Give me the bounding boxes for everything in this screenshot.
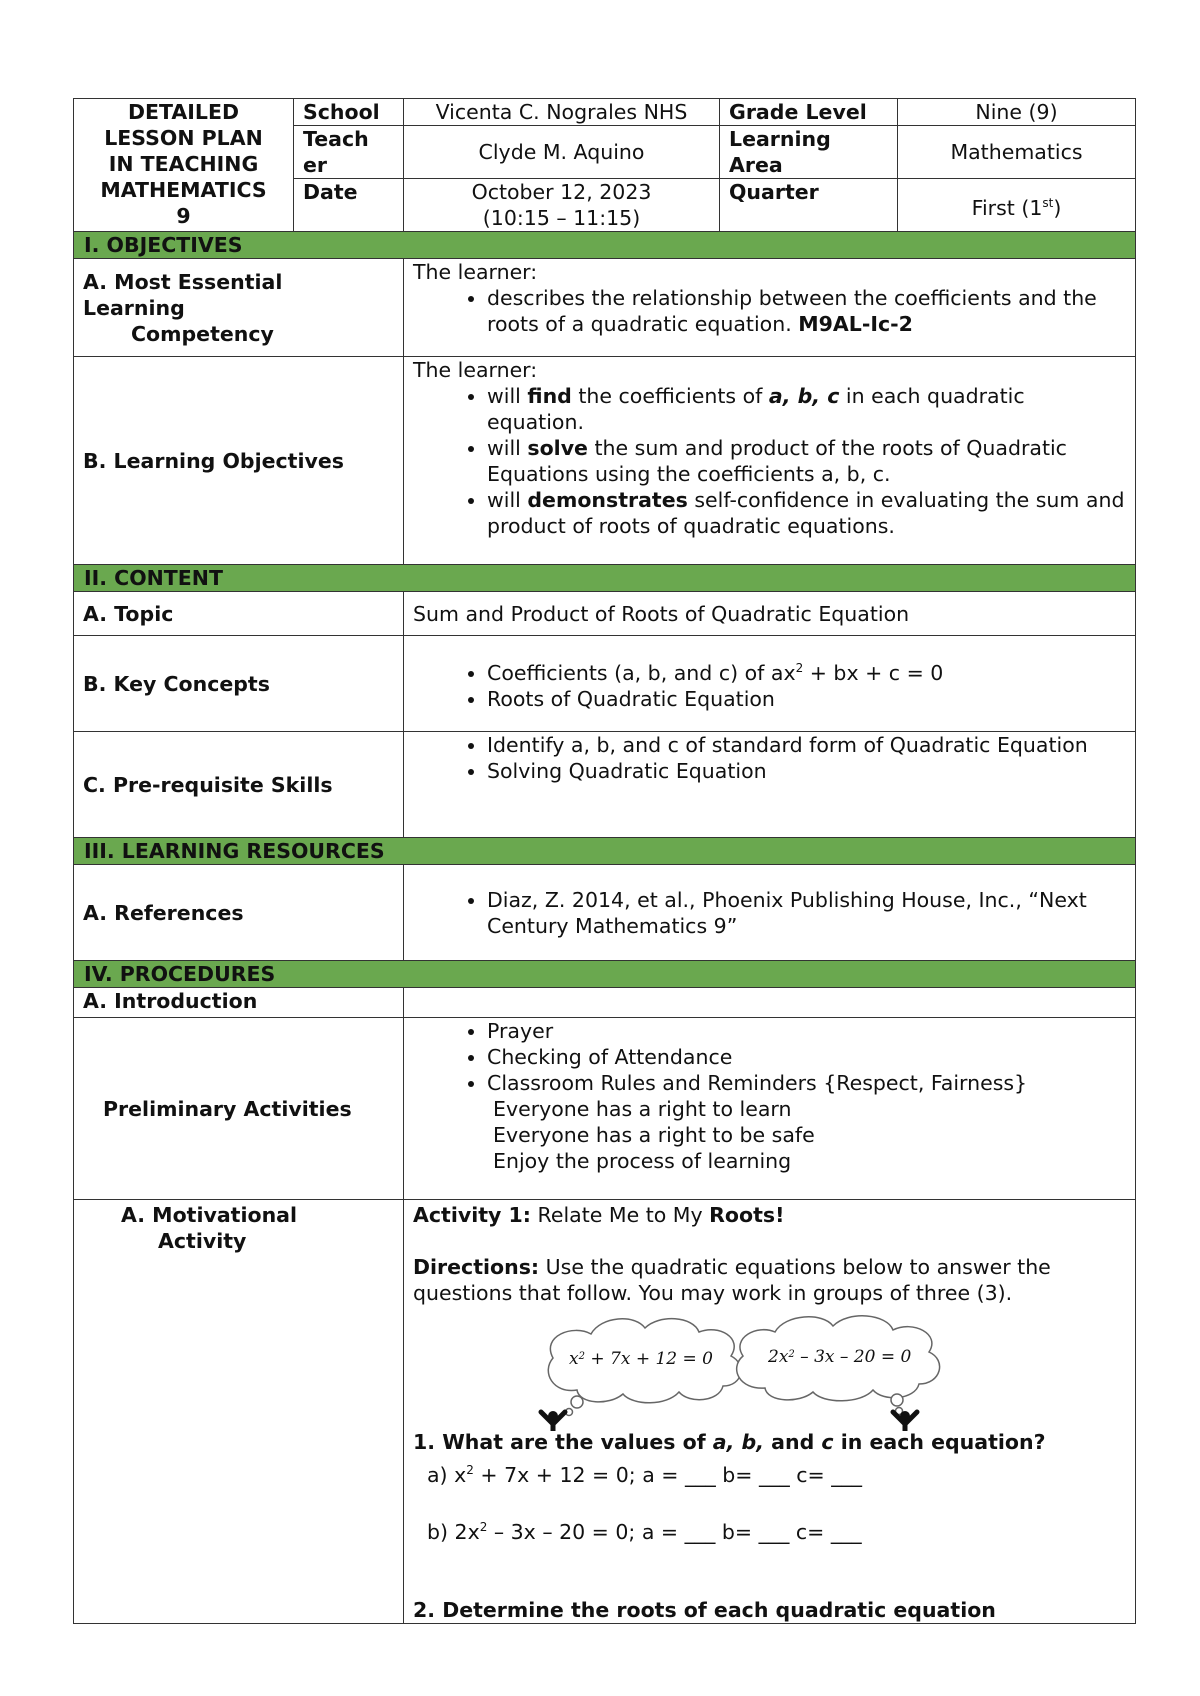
introduction-cell	[404, 988, 1136, 1018]
references-content	[404, 865, 1136, 961]
preliminary-activities-content	[404, 1018, 1136, 1200]
learning-area-label: Learning Area	[720, 126, 898, 179]
motivational-activity-label: A. Motivational Activity	[74, 1200, 404, 1624]
grade-level-value: Nine (9)	[898, 99, 1136, 126]
learning-objectives-content: The learner: • will find the coefficients of a, b, c in each quadratic equation. • will solve the sum and product of the roots of Quadratic Equations using the coefficients a, b, c. • will demonstrates self-confidence in evaluating the sum and product of roots of quadratic equations.	[404, 357, 1136, 565]
key-concepts-content	[404, 636, 1136, 732]
learning-area-value: Mathematics	[898, 126, 1136, 179]
rule-item: Enjoy the process of learning	[493, 1149, 792, 1173]
question-1a: a) $x^2 + 7x + 12 = 0$; a = ___ b= ___ c= ___	[427, 1462, 862, 1487]
introduction-label: A. Introduction	[74, 988, 404, 1018]
objectives-heading: I. OBJECTIVES	[74, 232, 1136, 259]
list-item: • will find the coefficients of a, b, c in each quadratic equation.	[487, 383, 1126, 435]
lesson-plan-title: DETAILED LESSON PLAN IN TEACHING MATHEMATICS 9	[74, 99, 294, 232]
teacher-value: Clyde M. Aquino	[404, 126, 720, 179]
activity-title: Activity 1: Relate Me to My Roots!	[413, 1203, 785, 1227]
date-label: Date	[294, 179, 404, 232]
grade-level-label: Grade Level	[720, 99, 898, 126]
prerequisite-skills-content	[404, 732, 1136, 838]
lesson-plan-table	[73, 98, 1136, 1624]
directions: Directions: Use the quadratic equations below to answer the questions that follow. You may work in groups of three (3).	[413, 1255, 1051, 1305]
list-item: • describes the relationship between the coefficients and the roots of a quadratic equation. M9AL-Ic-2	[487, 285, 1126, 337]
motivational-activity-content	[404, 1200, 1136, 1624]
rule-item: Everyone has a right to learn	[493, 1097, 792, 1121]
references-label: A. References	[74, 865, 404, 961]
rule-item: Everyone has a right to be safe	[493, 1123, 815, 1147]
key-concepts-label: B. Key Concepts	[74, 636, 404, 732]
list-item: • Coefficients (a, b, and c) of $ax^2$ + bx + c = 0	[487, 655, 1126, 686]
thought-clouds-illustration	[413, 1306, 1126, 1431]
melc-label: A. Most Essential Learning Competency	[74, 259, 404, 357]
list-item: • will demonstrates self-confidence in evaluating the sum and product of roots of quadratic equations.	[487, 487, 1126, 539]
list-item: • Diaz, Z. 2014, et al., Phoenix Publishing House, Inc., “Next Century Mathematics 9”	[487, 887, 1126, 939]
list-item: • Solving Quadratic Equation	[487, 758, 1126, 784]
topic-label: A. Topic	[74, 592, 404, 636]
school-value: Vicenta C. Nograles NHS	[404, 99, 720, 126]
list-item: • Identify a, b, and c of standard form of Quadratic Equation	[487, 732, 1126, 758]
question-2: 2. Determine the roots of each quadratic equation	[413, 1597, 996, 1622]
equation-right: $2x^2 - 3x - 20 = 0$	[768, 1347, 912, 1367]
procedures-heading: IV. PROCEDURES	[74, 961, 1136, 988]
list-item: • Roots of Quadratic Equation	[487, 686, 1126, 712]
lesson-plan-sheet	[73, 98, 1135, 1624]
list-item: • Prayer	[487, 1018, 1126, 1044]
question-1: 1. What are the values of a, b, and c in each equation?	[413, 1430, 1046, 1454]
melc-content: The learner: • describes the relationship between the coefficients and the roots of a quadratic equation. M9AL-Ic-2	[404, 259, 1136, 357]
content-heading: II. CONTENT	[74, 565, 1136, 592]
list-item: • Checking of Attendance	[487, 1044, 1126, 1070]
quarter-label: Quarter	[720, 179, 898, 232]
preliminary-activities-label: Preliminary Activities	[74, 1018, 404, 1200]
prerequisite-skills-label: C. Pre-requisite Skills	[74, 732, 404, 838]
quarter-value: First (1st)	[898, 179, 1136, 232]
date-value: October 12, 2023 (10:15 – 11:15)	[404, 179, 720, 232]
list-item: • Classroom Rules and Reminders {Respect, Fairness}	[487, 1070, 1126, 1096]
resources-heading: III. LEARNING RESOURCES	[74, 838, 1136, 865]
question-1b: b) $2x^2 - 3x - 20 = 0$; a = ___ b= ___ c= ___	[427, 1519, 862, 1544]
equation-left: $x^2 + 7x + 12 = 0$	[569, 1349, 713, 1369]
teacher-label: Teach er	[294, 126, 404, 179]
list-item: • will solve the sum and product of the roots of Quadratic Equations using the coefficients a, b, c.	[487, 435, 1126, 487]
school-label: School	[294, 99, 404, 126]
learning-objectives-label: B. Learning Objectives	[74, 357, 404, 565]
topic-value: Sum and Product of Roots of Quadratic Equation	[404, 592, 1136, 636]
thought-clouds-graphic	[413, 1306, 1133, 1431]
